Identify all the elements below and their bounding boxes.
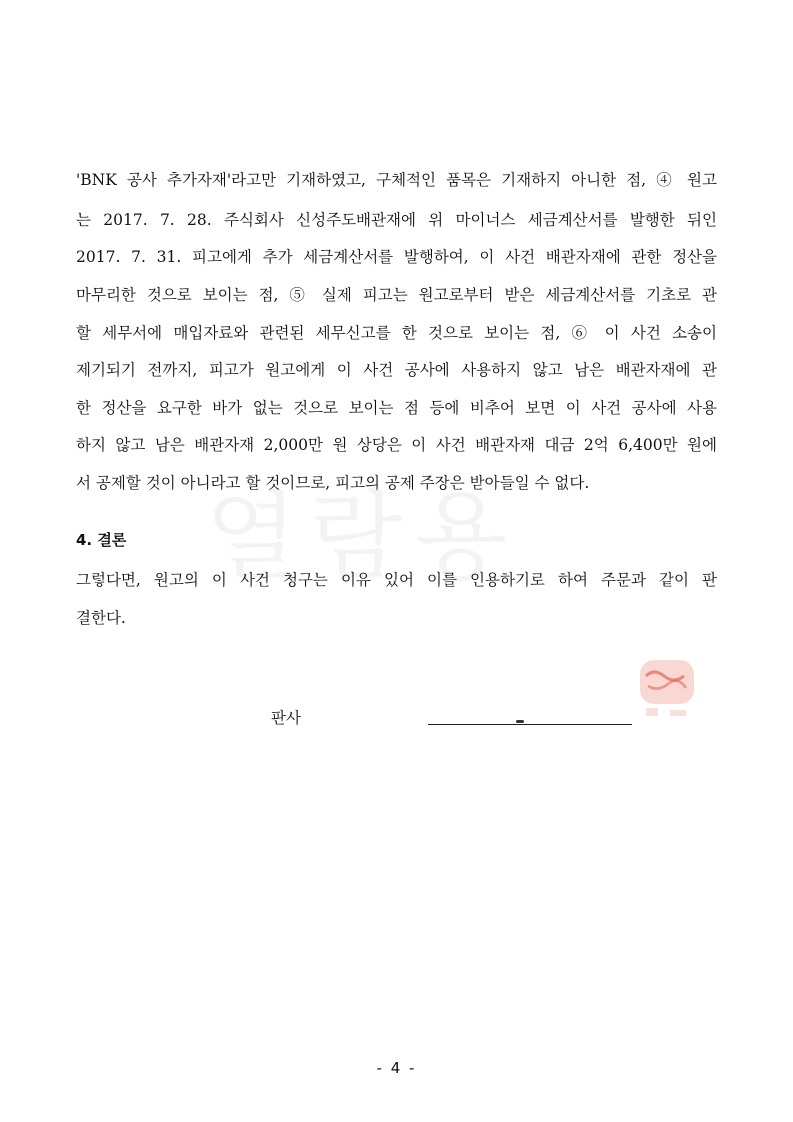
text-line: 'BNK 공사 추가자재'라고만 기재하였고, 구체적인 품목은 기재하지 아니한 점, ④ 원고 (76, 171, 717, 189)
text-line: 제기되기 전까지, 피고가 원고에게 이 사건 공사에 사용하지 않고 남은 배관자재에 관 (76, 361, 717, 379)
text-line: 마무리한 것으로 보이는 점, ⑤ 실제 피고는 원고로부터 받은 세금계산서를 기초로 관 (76, 286, 717, 304)
text-line: 한 정산을 요구한 바가 없는 것으로 보이는 점 등에 비추어 보면 이 사건 공사에 사용 (76, 399, 717, 417)
page-number: - 4 - (376, 1059, 417, 1077)
text-line: 결한다. (76, 609, 126, 627)
text-line: 할 세무서에 매입자료와 관련된 세무신고를 한 것으로 보이는 점, ⑥ 이 사건 소송이 (76, 324, 717, 342)
text-line: 는 2017. 7. 28. 주식회사 신성주도배관재에 위 마이너스 세금계산서를 발행한 뒤인 (76, 211, 717, 229)
text-line: 하지 않고 남은 배관자재 2,000만 원 상당은 이 사건 배관자재 대금 2억 6,400만 원에 (76, 436, 717, 454)
seal-stamp (636, 654, 698, 724)
text-line: 서 공제할 것이 아니라고 할 것이므로, 피고의 공제 주장은 받아들일 수 없다. (76, 474, 590, 492)
text-line: 2017. 7. 31. 피고에게 추가 세금계산서를 발행하여, 이 사건 배관자재에 관한 정산을 (76, 248, 717, 266)
text-line: 그렇다면, 원고의 이 사건 청구는 이유 있어 이를 인용하기로 하여 주문과 같이 판 (76, 571, 717, 589)
section-heading: 4. 결론 (76, 531, 127, 549)
judge-label: 판사 (271, 709, 301, 727)
signature-mark (516, 720, 524, 723)
signature-line (428, 724, 632, 725)
